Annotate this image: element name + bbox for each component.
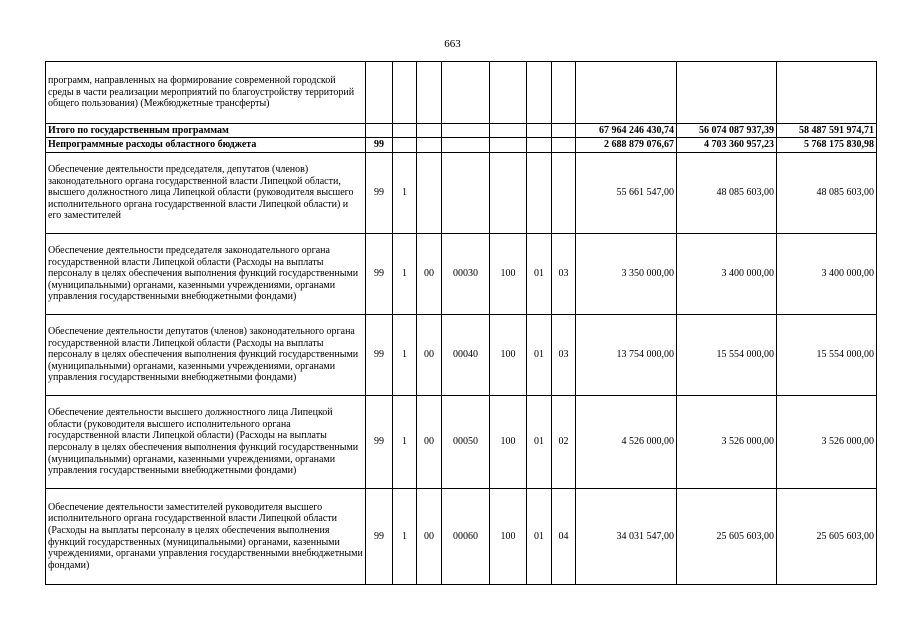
code-cell-1 (366, 124, 393, 138)
amount-cell-3: 5 768 175 830,98 (777, 138, 877, 153)
code-cell-5: 100 (490, 396, 527, 489)
amount-cell-3: 25 605 603,00 (777, 489, 877, 585)
code-cell-3 (417, 124, 442, 138)
description-cell: Итого по государственным программам (46, 124, 366, 138)
code-cell-3: 00 (417, 234, 442, 315)
code-cell-1: 99 (366, 153, 393, 234)
code-cell-5 (490, 124, 527, 138)
code-cell-3 (417, 62, 442, 124)
amount-cell-2: 3 400 000,00 (677, 234, 777, 315)
code-cell-2: 1 (393, 489, 417, 585)
code-cell-6 (527, 138, 552, 153)
code-cell-2: 1 (393, 153, 417, 234)
code-cell-7: 04 (552, 489, 576, 585)
amount-cell-1: 13 754 000,00 (576, 315, 677, 396)
amount-cell-2: 4 703 360 957,23 (677, 138, 777, 153)
table-row (46, 62, 877, 124)
amount-cell-3: 3 526 000,00 (777, 396, 877, 489)
amount-cell-2 (677, 62, 777, 124)
code-cell-5 (490, 153, 527, 234)
description-cell: Непрограммные расходы областного бюджета (46, 138, 366, 153)
amount-cell-1: 55 661 547,00 (576, 153, 677, 234)
amount-cell-1: 67 964 246 430,74 (576, 124, 677, 138)
table-row (46, 396, 877, 489)
code-cell-6 (527, 62, 552, 124)
amount-cell-3: 3 400 000,00 (777, 234, 877, 315)
amount-cell-3 (777, 62, 877, 124)
code-cell-1 (366, 62, 393, 124)
code-cell-4: 00030 (442, 234, 490, 315)
code-cell-4: 00060 (442, 489, 490, 585)
code-cell-7 (552, 124, 576, 138)
code-cell-3 (417, 138, 442, 153)
amount-cell-1 (576, 62, 677, 124)
table-row (46, 138, 877, 153)
table-row (46, 153, 877, 234)
code-cell-4 (442, 62, 490, 124)
code-cell-7 (552, 153, 576, 234)
code-cell-7 (552, 138, 576, 153)
table-row (46, 124, 877, 138)
amount-cell-2: 56 074 087 937,39 (677, 124, 777, 138)
code-cell-6 (527, 153, 552, 234)
code-cell-1: 99 (366, 234, 393, 315)
page-number: 663 (444, 38, 461, 50)
amount-cell-2: 15 554 000,00 (677, 315, 777, 396)
code-cell-6: 01 (527, 396, 552, 489)
amount-cell-1: 4 526 000,00 (576, 396, 677, 489)
code-cell-3: 00 (417, 396, 442, 489)
code-cell-6: 01 (527, 234, 552, 315)
code-cell-3 (417, 153, 442, 234)
description-cell: Обеспечение деятельности председателя, депутатов (членов) законодательного органа государственной власти Липецкой области, высшего должностного лица Липецкой области (руководителя высшего исполнительного органа государственной власти Липецкой области) и его заместителей (46, 153, 366, 234)
table-row (46, 315, 877, 396)
budget-table (45, 61, 877, 585)
table-body (46, 62, 877, 585)
code-cell-3: 00 (417, 315, 442, 396)
code-cell-1: 99 (366, 489, 393, 585)
code-cell-1: 99 (366, 396, 393, 489)
table-row (46, 489, 877, 585)
code-cell-2 (393, 124, 417, 138)
code-cell-5 (490, 62, 527, 124)
description-cell: Обеспечение деятельности председателя законодательного органа государственной власти Липецкой области (Расходы на выплаты персоналу в целях обеспечения выполнения функций государственными (муниципальными) органами, казенными учреждениями, органами управления государственными внебюджетными фондами) (46, 234, 366, 315)
code-cell-4 (442, 124, 490, 138)
description-cell: Обеспечение деятельности депутатов (членов) законодательного органа государственной власти Липецкой области (Расходы на выплаты персоналу в целях обеспечения выполнения функций государственными (муниципальными) органами, казенными учреждениями, органами управления государственными внебюджетными фондами) (46, 315, 366, 396)
description-cell: программ, направленных на формирование современной городской среды в части реализации мероприятий по благоустройству территорий общего пользования) (Межбюджетные трансферты) (46, 62, 366, 124)
description-cell: Обеспечение деятельности высшего должностного лица Липецкой области (руководителя высшего исполнительного органа государственной власти Липецкой области) (Расходы на выплаты персоналу в целях обеспечения выполнения функций государственными (муниципальными) органами, казенными учреждениями, органами управления государственными внебюджетными фондами) (46, 396, 366, 489)
amount-cell-1: 3 350 000,00 (576, 234, 677, 315)
code-cell-6: 01 (527, 489, 552, 585)
description-cell: Обеспечение деятельности заместителей руководителя высшего исполнительного органа государственной власти Липецкой области (Расходы на выплаты персоналу в целях обеспечения выполнения функций государственных (муниципальными) органами, казенными учреждениями, органами управления государственными внебюджетными фондами) (46, 489, 366, 585)
amount-cell-1: 2 688 879 076,67 (576, 138, 677, 153)
code-cell-7: 03 (552, 315, 576, 396)
code-cell-6: 01 (527, 315, 552, 396)
code-cell-1: 99 (366, 138, 393, 153)
code-cell-7 (552, 62, 576, 124)
code-cell-3: 00 (417, 489, 442, 585)
code-cell-4: 00040 (442, 315, 490, 396)
amount-cell-3: 15 554 000,00 (777, 315, 877, 396)
code-cell-4 (442, 138, 490, 153)
code-cell-7: 02 (552, 396, 576, 489)
code-cell-2: 1 (393, 234, 417, 315)
amount-cell-2: 48 085 603,00 (677, 153, 777, 234)
code-cell-5 (490, 138, 527, 153)
code-cell-2 (393, 62, 417, 124)
amount-cell-2: 25 605 603,00 (677, 489, 777, 585)
code-cell-4 (442, 153, 490, 234)
amount-cell-2: 3 526 000,00 (677, 396, 777, 489)
amount-cell-1: 34 031 547,00 (576, 489, 677, 585)
code-cell-2: 1 (393, 396, 417, 489)
code-cell-2 (393, 138, 417, 153)
code-cell-2: 1 (393, 315, 417, 396)
amount-cell-3: 48 085 603,00 (777, 153, 877, 234)
table-row (46, 234, 877, 315)
code-cell-5: 100 (490, 234, 527, 315)
code-cell-1: 99 (366, 315, 393, 396)
amount-cell-3: 58 487 591 974,71 (777, 124, 877, 138)
code-cell-4: 00050 (442, 396, 490, 489)
code-cell-5: 100 (490, 489, 527, 585)
code-cell-6 (527, 124, 552, 138)
code-cell-7: 03 (552, 234, 576, 315)
code-cell-5: 100 (490, 315, 527, 396)
